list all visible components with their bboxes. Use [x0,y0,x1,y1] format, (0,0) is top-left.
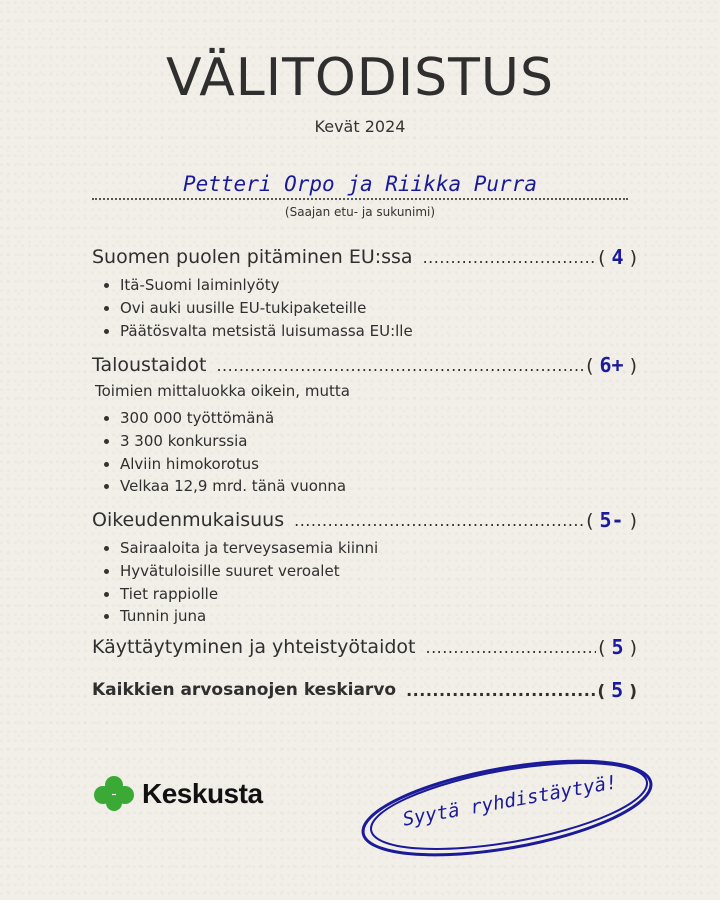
list-item: Hyvätuloisille suuret veroalet [102,560,378,583]
stamp-text: Syytä ryhdistäytyä! [401,771,619,831]
grade-value: 4 [611,245,624,269]
recipient-hint: (Saajan etu- ja sukunimi) [284,205,436,219]
leader-dots [425,638,596,657]
list-item: Tiet rappiolle [102,583,378,606]
page-title: VÄLITODISTUS [165,48,555,108]
leader-dots [294,511,584,530]
grade-value: 5- [599,508,624,532]
page-subtitle: Kevät 2024 [314,117,406,136]
list-item: Itä-Suomi laiminlyöty [102,274,413,297]
grade-box: ( 5 ) [598,635,637,659]
leader-dots [216,356,584,375]
keskusta-logo [92,774,263,814]
subject-label: Käyttäytyminen ja yhteistyötaidot [92,636,416,658]
subject-row-oikeudenmukaisuus [92,506,637,534]
average-label: Kaikkien arvosanojen keskiarvo [92,680,397,700]
subject-bullets-talous [102,407,346,498]
subject-row-eu [92,243,637,271]
subject-label: Taloustaidot [92,354,207,376]
list-item: Alviin himokorotus [102,453,346,476]
list-item: Velkaa 12,9 mrd. tänä vuonna [102,475,346,498]
leader-dots [406,681,595,700]
list-item: 3 300 konkurssia [102,430,346,453]
subject-row-kayttaytyminen [92,633,637,661]
grade-box: ( 5- ) [586,508,637,532]
subject-bullets-oikeudenmukaisuus [102,537,378,628]
average-grade-value: 5 [611,678,624,702]
grade-value: 5 [611,635,624,659]
subject-label: Oikeudenmukaisuus [92,509,285,531]
average-row [92,676,637,704]
subject-label: Suomen puolen pitäminen EU:ssa [92,246,413,268]
list-item: Ovi auki uusille EU-tukipaketeille [102,297,413,320]
grade-value: 6+ [599,353,624,377]
recipient-name: Petteri Orpo ja Riikka Purra [182,172,537,196]
grade-box: ( 6+ ) [586,353,637,377]
list-item: 300 000 työttömänä [102,407,346,430]
subject-row-talous [92,351,637,379]
grade-box: ( 5 ) [597,678,637,702]
name-dotted-line [92,198,628,200]
subject-bullets-eu [102,274,413,342]
list-item: Tunnin juna [102,605,378,628]
leader-dots [423,248,597,267]
subject-note: Toimien mittaluokka oikein, mutta [95,382,350,400]
clover-icon [92,774,136,814]
grade-box: ( 4 ) [598,245,637,269]
list-item: Sairaaloita ja terveysasemia kiinni [102,537,378,560]
logo-text: Keskusta [142,778,263,809]
list-item: Päätösvalta metsistä luisumassa EU:lle [102,320,413,343]
